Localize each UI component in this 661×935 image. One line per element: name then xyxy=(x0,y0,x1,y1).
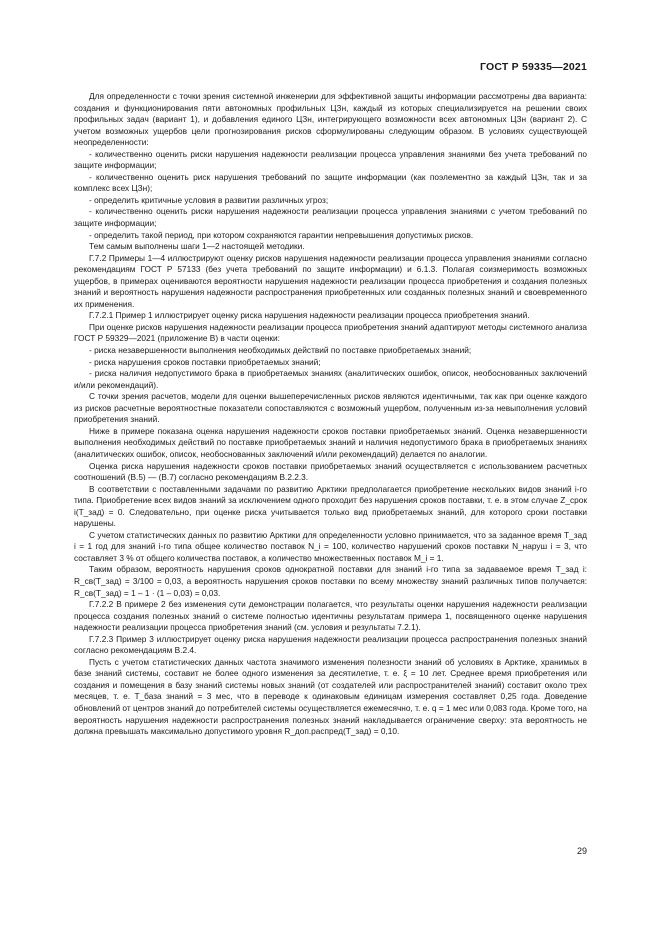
paragraph: При оценке рисков нарушения надежности реализации процесса приобретения знаний адаптируют методы системного анализа ГОСТ Р 59329—2021 (приложение В) в части оценки: xyxy=(74,321,587,344)
list-item: - определить критичные условия в развитии различных угроз; xyxy=(89,194,329,205)
paragraph: Пусть с учетом статистических данных частота значимого изменения полезности знаний об условиях в Арктике, хранимых в базе знаний системы, составит не более одного изменения за десятилетие, т. е. ξ = 10 лет. Среднее время приобретения или создания и помещения в базу знаний системы новых знаний (от создателей или распространителей знаний) составит около трех месяцев, т. е. T_база знаний = 3 мес, что в переводе к одинаковым единицам измерения составляет 0,25 года. Доведение обновлений от центров знаний до потребителей системы осуществляется ежемесячно, т. е. q = 1 мес или 0,083 года. Кроме того, на вероятность нарушения надежности распространения полезных знаний накладывается ограничение сверху: эта вероятность не должна превышать максимально допустимого уровня R_доп.распред(T_зад) = 0,10. xyxy=(74,656,587,737)
paragraph: Тем самым выполнены шаги 1—2 настоящей методики. xyxy=(89,241,305,252)
section-paragraph: Г.7.2.2 В примере 2 без изменения сути демонстрации полагается, что результаты оценки нарушения надежности реализации процесса создания полезных знаний о системе полностью идентичны результатам примера 1, посвященного оценке нарушения надежности реализации процесса приобретения знаний (см. условия и результаты 7.2.1). xyxy=(74,599,587,633)
list-item: - определить такой период, при котором сохраняются гарантии непревышения допустимых рисков. xyxy=(89,229,474,240)
paragraph: С учетом статистических данных по развитию Арктики для определенности условно принимается, что за заданное время T_зад i = 1 год для знаний i-го типа общее количество поставок N_i = 100, количество нарушений сроков поставки N_наруш i = 3, что составляет 3 % от общего количества поставок, а количество множественных поставок M_i = 1. xyxy=(74,529,587,563)
paragraph: Ниже в примере показана оценка нарушения надежности сроков поставки приобретаемых знаний. Оценка незавершенности выполнения необходимых действий по поставке приобретаемых знаний и наличия недопустимого брака в приобретаемых знаниях (аналитических ошибок, описок, необоснованных заключений и/или рекомендаций) делается по аналогии. xyxy=(74,425,587,459)
paragraph: Таким образом, вероятность нарушения сроков однократной поставки для знаний i-го типа за задаваемое время T_зад i: R_св(T_зад) = 3/100 = 0,03, а вероятность нарушения сроков поставки по всему множеству знаний различных типов получается: R_св(T_зад) = 1 – 1 · (1 – 0,03) = 0,03. xyxy=(74,564,587,598)
paragraph: Оценка риска нарушения надежности сроков поставки приобретаемых знаний осуществляется с использованием расчетных соотношений (В.5) — (В.7) согласно рекомендациям В.2.2.3. xyxy=(74,460,587,483)
paragraph: С точки зрения расчетов, модели для оценки вышеперечисленных рисков являются идентичными, так как при оценке каждого из рисков расчетные вероятностные показатели сопоставляются с возможный ущербом, полученным из-за невыполнения условий приобретения знаний. xyxy=(74,391,587,425)
section-paragraph: Г.7.2.1 Пример 1 иллюстрирует оценку риска нарушения надежности реализации процесса приобретения знаний. xyxy=(89,310,530,321)
list-item: - количественно оценить риск нарушения требований по защите информации (как поэлементно за каждый ЦЗн, так и за комплекс всех ЦЗн); xyxy=(74,171,587,194)
list-item: - количественно оценить риски нарушения надежности реализации процесса управления знаниями с учетом требований по защите информации; xyxy=(74,206,587,229)
document-header: ГОСТ Р 59335—2021 xyxy=(479,61,587,73)
section-paragraph: Г.7.2 Примеры 1—4 иллюстрируют оценку рисков нарушения надежности реализации процесса управления знаниями согласно рекомендациям ГОСТ Р 57133 (без учета требований по защите информации) и 6.1.3. Полагая соизмеримость возможных ущербов, в примерах оцениваются вероятности нарушения надежности реализации процесса приобретения и создания полезных знаний и вероятность нарушения надежности распространения приобретенных или созданных полезных знаний и своевременного их применения. xyxy=(74,252,587,309)
paragraph: В соответствии с поставленными задачами по развитию Арктики предполагается приобретение нескольких видов знаний i-го типа. Приобретение всех видов знаний за исключением одного проходит без нарушения сроков поставки, т. е. в этом случае Z_срок i(T_зад) = 0. Следовательно, при оценке риска учитывается только вид приобретаемых знаний, для которого сроки поставки нарушены. xyxy=(74,483,587,529)
page-number: 29 xyxy=(576,846,587,856)
list-item: - риска нарушения сроков поставки приобретаемых знаний; xyxy=(89,356,321,367)
paragraph: Для определенности с точки зрения системной инженерии для эффективной защиты информации рассмотрены два варианта: создания и функционирования пяти автономных профильных ЦЗн, каждый из которых специализируется на решении своих профильных задач (вариант 1), и добавления единого ЦЗн, интегрирующего возможности всех автономных ЦЗн (вариант 2). С учетом возможных ущербов цели прогнозирования рисков сформулированы следующим образом. В условиях существующей неопределенности: xyxy=(74,91,587,148)
list-item: - риска наличия недопустимого брака в приобретаемых знаниях (аналитических ошибок, описок, необоснованных заключений и/или рекомендаций). xyxy=(74,368,587,390)
list-item: - риска незавершенности выполнения необходимых действий по поставке приобретаемых знаний; xyxy=(89,345,472,356)
document-body xyxy=(74,91,587,738)
list-item: - количественно оценить риски нарушения надежности реализации процесса управления знаниями без учета требований по защите информации; xyxy=(74,148,587,171)
section-paragraph: Г.7.2.3 Пример 3 иллюстрирует оценку риска нарушения надежности реализации процесса распространения полезных знаний согласно рекомендациям В.2.4. xyxy=(74,633,587,656)
